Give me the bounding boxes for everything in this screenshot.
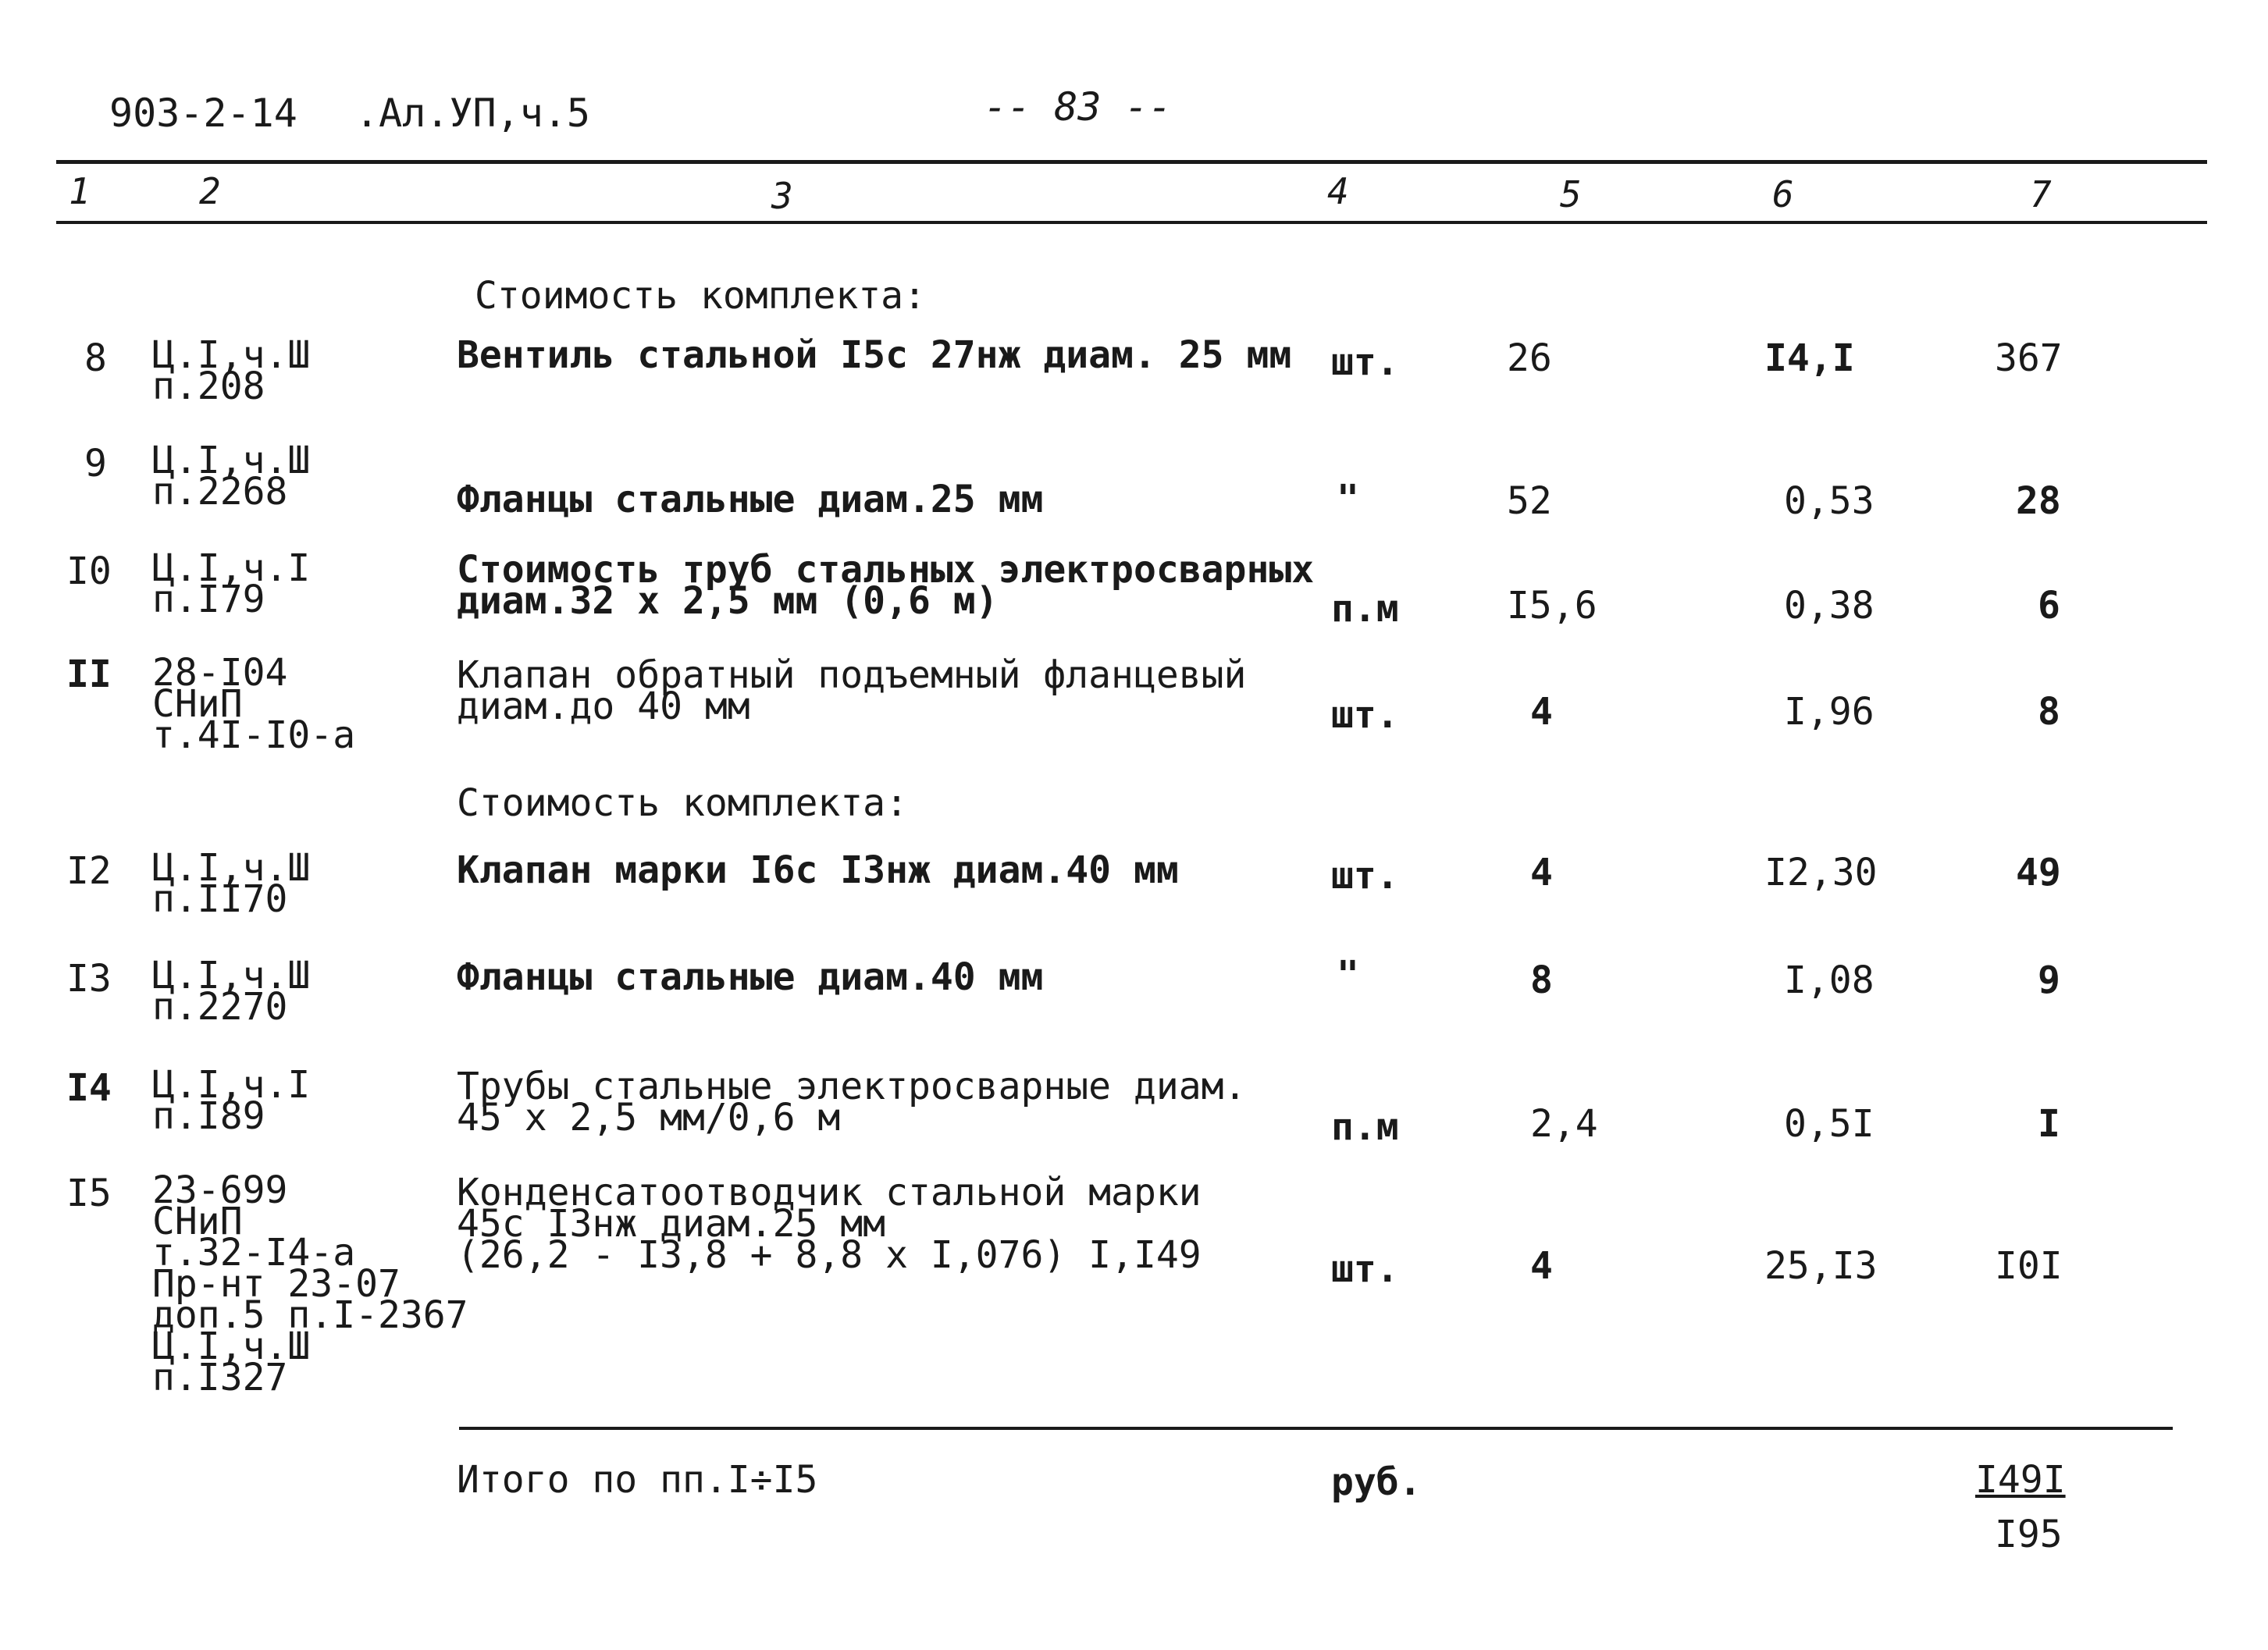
row-ref: Ц.I,ч.Ш п.208 — [152, 333, 311, 408]
row-price: I2,30 — [1764, 851, 1878, 894]
row-number: I5 — [66, 1172, 112, 1215]
row-description: Клапан обратный подъемный фланцевый диам.до 40 мм — [457, 653, 1247, 728]
row-total: 8 — [2038, 690, 2060, 734]
totals-sub-value: I95 — [1995, 1513, 2063, 1556]
page-number: -- 83 -- — [984, 84, 1172, 130]
row-unit: п.м — [1331, 1105, 1399, 1149]
row-number: 9 — [84, 442, 107, 485]
row-ref: Ц.I,ч.Ш п.II70 — [152, 846, 311, 921]
totals-rule — [459, 1427, 2173, 1430]
row-ref: 23-699 СНиП т.32-I4-а Пр-нт 23-07 доп.5 п.I-2367 Ц.I,ч.Ш п.I327 — [152, 1168, 468, 1399]
row-number: I2 — [66, 849, 112, 893]
col-num-1: 1 — [69, 170, 91, 212]
row-number: I3 — [66, 957, 112, 1001]
row-ref: Ц.I,ч.Ш п.2270 — [152, 954, 311, 1029]
row-unit: шт. — [1331, 693, 1399, 737]
row-number: I4 — [66, 1066, 112, 1110]
row-unit: " — [1337, 477, 1359, 521]
totals-value: I49I — [1975, 1458, 2066, 1502]
col-num-2: 2 — [199, 170, 221, 212]
row-unit: п.м — [1331, 587, 1399, 631]
row-quantity: I5,6 — [1507, 584, 1597, 628]
row-total: 367 — [1995, 336, 2063, 380]
row-total: 28 — [2016, 479, 2061, 523]
section-label: Стоимость комплекта: — [457, 781, 908, 825]
row-unit: шт. — [1331, 1247, 1399, 1291]
row-price: 0,5I — [1784, 1102, 1875, 1146]
row-total: I — [2038, 1102, 2060, 1146]
row-ref: Ц.I,ч.I п.I89 — [152, 1063, 311, 1138]
row-number: I0 — [66, 549, 112, 593]
row-quantity: 4 — [1530, 851, 1553, 894]
row-quantity: 52 — [1507, 479, 1552, 523]
row-number: 8 — [84, 336, 107, 380]
row-unit: шт. — [1331, 340, 1399, 384]
row-description: Вентиль стальной I5с 27нж диам. 25 мм — [457, 333, 1292, 377]
row-number: II — [66, 653, 112, 696]
row-quantity: 8 — [1530, 958, 1553, 1002]
row-description: Фланцы стальные диам.25 мм — [457, 478, 1044, 521]
row-ref: Ц.I,ч.I п.I79 — [152, 546, 311, 621]
col-num-7: 7 — [2030, 173, 2052, 215]
row-quantity: 2,4 — [1530, 1102, 1598, 1146]
row-quantity: 4 — [1530, 690, 1553, 734]
row-description: Клапан марки I6с I3нж диам.40 мм — [457, 848, 1179, 892]
col-num-4: 4 — [1327, 170, 1349, 212]
col-num-5: 5 — [1560, 173, 1582, 215]
header-bottom-rule — [56, 221, 2207, 224]
top-rule — [56, 160, 2207, 164]
row-price: 25,I3 — [1764, 1244, 1878, 1288]
totals-unit: руб. — [1331, 1460, 1422, 1504]
row-price: I,96 — [1784, 690, 1875, 734]
row-ref: Ц.I,ч.Ш п.2268 — [152, 439, 311, 514]
totals-label: Итого по пп.I÷I5 — [457, 1458, 818, 1502]
row-unit: " — [1337, 953, 1359, 997]
row-quantity: 4 — [1530, 1244, 1553, 1288]
album-ref: .Ал.УП,ч.5 — [355, 91, 591, 136]
row-description: Стоимость труб стальных электросварных диам.32 х 2,5 мм (0,6 м) — [457, 548, 1315, 623]
section-label: Стоимость комплекта: — [475, 274, 926, 318]
row-unit: шт. — [1331, 854, 1399, 898]
col-num-3: 3 — [771, 175, 793, 217]
row-ref: 28-I04 СНиП т.4I-I0-а — [152, 651, 356, 757]
row-quantity: 26 — [1507, 336, 1552, 380]
col-num-6: 6 — [1772, 173, 1794, 215]
row-total: I0I — [1995, 1244, 2063, 1288]
row-description: Трубы стальные электросварные диам. 45 х 2,5 мм/0,6 м — [457, 1065, 1247, 1140]
row-total: 6 — [2038, 584, 2060, 628]
row-price: 0,53 — [1784, 479, 1875, 523]
row-description: Конденсатоотводчик стальной марки 45с I3нж диам.25 мм (26,2 - I3,8 + 8,8 х I,076) I,I49 — [457, 1171, 1202, 1277]
row-total: 9 — [2038, 958, 2060, 1002]
row-price: I,08 — [1784, 958, 1875, 1002]
row-price: 0,38 — [1784, 584, 1875, 628]
row-price: I4,I — [1764, 336, 1855, 380]
row-description: Фланцы стальные диам.40 мм — [457, 955, 1044, 999]
row-total: 49 — [2016, 851, 2061, 894]
doc-code: 903-2-14 — [109, 91, 297, 136]
